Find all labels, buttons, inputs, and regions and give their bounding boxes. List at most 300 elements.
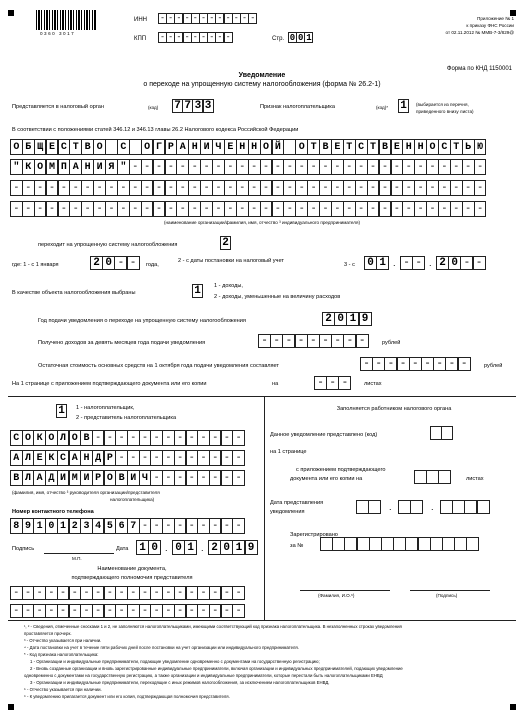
char-cell[interactable]: 1 xyxy=(57,518,70,534)
char-cell[interactable] xyxy=(414,201,427,217)
char-cell[interactable] xyxy=(22,604,35,618)
char-cell[interactable] xyxy=(105,180,118,196)
char-cell[interactable] xyxy=(326,376,339,390)
char-cell[interactable]: 1 xyxy=(184,540,197,555)
char-cell[interactable]: И xyxy=(200,139,213,155)
char-cell[interactable] xyxy=(69,604,82,618)
char-cell[interactable] xyxy=(414,180,427,196)
char-cell[interactable] xyxy=(355,159,368,175)
char-cell[interactable]: 0 xyxy=(220,540,233,555)
char-cell[interactable] xyxy=(355,201,368,217)
char-cell[interactable]: Н xyxy=(402,139,415,155)
char-cell[interactable] xyxy=(357,537,370,551)
object-value-cell[interactable] xyxy=(192,284,203,298)
char-cell[interactable]: В xyxy=(379,139,392,155)
char-cell[interactable] xyxy=(307,334,320,348)
char-cell[interactable] xyxy=(129,201,142,217)
char-cell[interactable] xyxy=(414,159,427,175)
char-cell[interactable] xyxy=(150,450,163,466)
char-cell[interactable] xyxy=(22,201,35,217)
char-cell[interactable] xyxy=(150,518,163,534)
char-cell[interactable] xyxy=(360,357,373,371)
char-cell[interactable] xyxy=(474,159,487,175)
char-cell[interactable]: О xyxy=(22,430,35,446)
char-cell[interactable]: 0 xyxy=(102,256,115,270)
char-cell[interactable] xyxy=(283,180,296,196)
char-cell[interactable]: 4 xyxy=(92,518,105,534)
char-cell[interactable] xyxy=(355,180,368,196)
char-cell[interactable] xyxy=(442,537,455,551)
char-cell[interactable] xyxy=(129,180,142,196)
char-cell[interactable] xyxy=(69,180,82,196)
char-cell[interactable]: Н xyxy=(188,139,201,155)
signature-line[interactable] xyxy=(44,553,114,554)
char-cell[interactable] xyxy=(343,201,356,217)
char-cell[interactable] xyxy=(176,159,189,175)
char-cell[interactable] xyxy=(430,537,443,551)
char-cell[interactable]: 6 xyxy=(115,518,128,534)
char-cell[interactable] xyxy=(307,159,320,175)
date-month-cells[interactable] xyxy=(172,540,197,555)
char-cell[interactable] xyxy=(81,201,94,217)
char-cell[interactable] xyxy=(174,450,187,466)
char-cell[interactable]: Й xyxy=(272,139,285,155)
char-cell[interactable] xyxy=(248,159,261,175)
char-cell[interactable] xyxy=(197,450,210,466)
char-cell[interactable]: С xyxy=(57,450,70,466)
char-cell[interactable]: 9 xyxy=(245,540,258,555)
char-cell[interactable] xyxy=(186,604,199,618)
char-cell[interactable] xyxy=(153,159,166,175)
char-cell[interactable] xyxy=(92,604,105,618)
org-name-row-1[interactable] xyxy=(10,139,486,155)
char-cell[interactable] xyxy=(162,430,175,446)
char-cell[interactable] xyxy=(272,201,285,217)
char-cell[interactable]: А xyxy=(176,139,189,155)
char-cell[interactable]: О xyxy=(34,159,47,175)
char-cell[interactable]: Ч xyxy=(212,139,225,155)
char-cell[interactable] xyxy=(45,586,58,600)
char-cell[interactable]: 1 xyxy=(346,312,359,326)
char-cell[interactable]: С xyxy=(58,139,71,155)
char-cell[interactable]: Л xyxy=(22,470,35,486)
char-cell[interactable] xyxy=(22,586,35,600)
char-cell[interactable]: Е xyxy=(224,139,237,155)
char-cell[interactable] xyxy=(438,470,451,484)
char-cell[interactable]: С xyxy=(355,139,368,155)
char-cell[interactable] xyxy=(356,500,369,514)
char-cell[interactable] xyxy=(466,537,479,551)
char-cell[interactable] xyxy=(462,159,475,175)
char-cell[interactable] xyxy=(165,201,178,217)
char-cell[interactable]: Ю xyxy=(474,139,487,155)
char-cell[interactable] xyxy=(57,604,70,618)
char-cell[interactable]: 0 xyxy=(148,540,161,555)
char-cell[interactable] xyxy=(127,604,140,618)
char-cell[interactable] xyxy=(139,586,152,600)
char-cell[interactable] xyxy=(104,430,117,446)
char-cell[interactable]: 0 xyxy=(172,540,185,555)
char-cell[interactable]: Н xyxy=(80,450,93,466)
char-cell[interactable] xyxy=(343,180,356,196)
char-cell[interactable] xyxy=(462,180,475,196)
sign-line[interactable] xyxy=(410,590,490,591)
char-cell[interactable] xyxy=(104,586,117,600)
char-cell[interactable] xyxy=(186,430,199,446)
char-cell[interactable]: С xyxy=(10,430,23,446)
char-cell[interactable] xyxy=(117,201,130,217)
char-cell[interactable] xyxy=(379,201,392,217)
char-cell[interactable] xyxy=(410,500,423,514)
char-cell[interactable] xyxy=(200,159,213,175)
char-cell[interactable]: 3 xyxy=(203,99,214,113)
char-cell[interactable]: 1 xyxy=(192,284,203,298)
char-cell[interactable] xyxy=(141,159,154,175)
char-cell[interactable]: " xyxy=(10,159,23,175)
char-cell[interactable]: О xyxy=(104,470,117,486)
phone-cells[interactable] xyxy=(10,518,245,534)
char-cell[interactable] xyxy=(452,500,465,514)
char-cell[interactable] xyxy=(319,159,332,175)
char-cell[interactable] xyxy=(34,180,47,196)
char-cell[interactable]: 2 xyxy=(220,236,231,250)
char-cell[interactable] xyxy=(232,450,245,466)
char-cell[interactable]: Г xyxy=(153,139,166,155)
char-cell[interactable]: О xyxy=(141,139,154,155)
income-cells[interactable] xyxy=(258,334,369,348)
char-cell[interactable]: 0 xyxy=(289,32,296,43)
char-cell[interactable]: 0 xyxy=(45,518,58,534)
registration-number-cells[interactable] xyxy=(320,537,479,551)
org-name-row-2[interactable] xyxy=(10,159,486,175)
char-cell[interactable] xyxy=(165,180,178,196)
char-cell[interactable] xyxy=(283,139,296,155)
char-cell[interactable] xyxy=(391,159,404,175)
char-cell[interactable] xyxy=(186,586,199,600)
transition-value-cell[interactable] xyxy=(220,236,231,250)
char-cell[interactable]: 2 xyxy=(69,518,82,534)
char-cell[interactable] xyxy=(209,450,222,466)
transition-year-cells-opt3[interactable] xyxy=(436,256,486,270)
char-cell[interactable] xyxy=(283,159,296,175)
char-cell[interactable] xyxy=(232,586,245,600)
char-cell[interactable] xyxy=(458,357,471,371)
char-cell[interactable] xyxy=(379,159,392,175)
char-cell[interactable] xyxy=(398,500,411,514)
char-cell[interactable] xyxy=(34,201,47,217)
presented-date-year-cells[interactable] xyxy=(440,500,490,514)
first-name-cells[interactable] xyxy=(10,450,245,466)
char-cell[interactable]: 2 xyxy=(322,312,335,326)
char-cell[interactable]: К xyxy=(45,450,58,466)
char-cell[interactable]: О xyxy=(295,139,308,155)
char-cell[interactable] xyxy=(438,159,451,175)
char-cell[interactable] xyxy=(188,201,201,217)
doc-name-row-2[interactable] xyxy=(10,604,245,618)
char-cell[interactable] xyxy=(282,334,295,348)
char-cell[interactable]: 1 xyxy=(398,99,409,113)
char-cell[interactable] xyxy=(236,201,249,217)
char-cell[interactable] xyxy=(162,470,175,486)
char-cell[interactable] xyxy=(473,256,486,270)
char-cell[interactable]: 7 xyxy=(182,99,193,113)
char-cell[interactable] xyxy=(319,180,332,196)
char-cell[interactable]: 2 xyxy=(208,540,221,555)
char-cell[interactable]: И xyxy=(80,470,93,486)
char-cell[interactable] xyxy=(92,586,105,600)
char-cell[interactable] xyxy=(454,537,467,551)
char-cell[interactable]: Е xyxy=(46,139,59,155)
char-cell[interactable] xyxy=(93,201,106,217)
char-cell[interactable] xyxy=(272,180,285,196)
char-cell[interactable] xyxy=(450,180,463,196)
char-cell[interactable] xyxy=(283,201,296,217)
char-cell[interactable] xyxy=(104,604,117,618)
char-cell[interactable]: Я xyxy=(105,159,118,175)
char-cell[interactable]: Р xyxy=(104,450,117,466)
char-cell[interactable]: О xyxy=(426,139,439,155)
char-cell[interactable] xyxy=(331,334,344,348)
char-cell[interactable] xyxy=(150,586,163,600)
char-cell[interactable] xyxy=(426,159,439,175)
char-cell[interactable] xyxy=(248,180,261,196)
char-cell[interactable] xyxy=(295,180,308,196)
char-cell[interactable] xyxy=(197,604,210,618)
char-cell[interactable] xyxy=(150,430,163,446)
transition-month-cells[interactable] xyxy=(400,256,425,270)
char-cell[interactable] xyxy=(426,470,439,484)
char-cell[interactable] xyxy=(343,159,356,175)
char-cell[interactable]: П xyxy=(58,159,71,175)
char-cell[interactable] xyxy=(258,334,271,348)
char-cell[interactable]: К xyxy=(33,430,46,446)
char-cell[interactable]: А xyxy=(10,450,23,466)
char-cell[interactable]: В xyxy=(80,430,93,446)
char-cell[interactable]: О xyxy=(260,139,273,155)
char-cell[interactable]: И xyxy=(93,159,106,175)
kpp-cells[interactable] xyxy=(158,32,233,43)
char-cell[interactable] xyxy=(248,13,257,24)
char-cell[interactable]: 2 xyxy=(90,256,103,270)
char-cell[interactable] xyxy=(105,139,118,155)
char-cell[interactable]: Л xyxy=(22,450,35,466)
char-cell[interactable] xyxy=(69,586,82,600)
char-cell[interactable]: 9 xyxy=(359,312,372,326)
char-cell[interactable] xyxy=(10,180,23,196)
char-cell[interactable] xyxy=(438,180,451,196)
char-cell[interactable]: Е xyxy=(331,139,344,155)
char-cell[interactable]: О xyxy=(69,430,82,446)
char-cell[interactable] xyxy=(433,357,446,371)
char-cell[interactable] xyxy=(165,159,178,175)
presented-date-day-cells[interactable] xyxy=(356,500,381,514)
char-cell[interactable]: Ч xyxy=(139,470,152,486)
char-cell[interactable] xyxy=(477,500,490,514)
char-cell[interactable] xyxy=(141,180,154,196)
char-cell[interactable]: Д xyxy=(45,470,58,486)
char-cell[interactable] xyxy=(393,537,406,551)
char-cell[interactable] xyxy=(381,537,394,551)
char-cell[interactable] xyxy=(188,159,201,175)
char-cell[interactable] xyxy=(150,470,163,486)
char-cell[interactable] xyxy=(58,201,71,217)
char-cell[interactable]: Ь xyxy=(462,139,475,155)
char-cell[interactable] xyxy=(209,470,222,486)
char-cell[interactable]: В xyxy=(319,139,332,155)
char-cell[interactable] xyxy=(221,604,234,618)
char-cell[interactable] xyxy=(33,604,46,618)
char-cell[interactable] xyxy=(212,180,225,196)
char-cell[interactable] xyxy=(319,334,332,348)
char-cell[interactable] xyxy=(10,586,23,600)
char-cell[interactable] xyxy=(332,537,345,551)
char-cell[interactable] xyxy=(402,201,415,217)
char-cell[interactable] xyxy=(105,201,118,217)
char-cell[interactable] xyxy=(232,430,245,446)
char-cell[interactable] xyxy=(197,586,210,600)
char-cell[interactable] xyxy=(295,159,308,175)
char-cell[interactable] xyxy=(474,180,487,196)
char-cell[interactable] xyxy=(372,357,385,371)
char-cell[interactable]: Т xyxy=(450,139,463,155)
char-cell[interactable]: А xyxy=(69,159,82,175)
char-cell[interactable] xyxy=(426,180,439,196)
char-cell[interactable] xyxy=(369,537,382,551)
last-name-cells[interactable] xyxy=(10,430,245,446)
char-cell[interactable] xyxy=(127,256,140,270)
char-cell[interactable] xyxy=(319,201,332,217)
char-cell[interactable]: М xyxy=(46,159,59,175)
char-cell[interactable] xyxy=(141,201,154,217)
char-cell[interactable] xyxy=(464,500,477,514)
char-cell[interactable]: Р xyxy=(92,470,105,486)
char-cell[interactable] xyxy=(367,180,380,196)
char-cell[interactable] xyxy=(46,180,59,196)
char-cell[interactable]: М xyxy=(69,470,82,486)
char-cell[interactable] xyxy=(450,201,463,217)
char-cell[interactable]: Л xyxy=(57,430,70,446)
char-cell[interactable] xyxy=(260,180,273,196)
char-cell[interactable] xyxy=(221,470,234,486)
char-cell[interactable]: Б xyxy=(22,139,35,155)
char-cell[interactable]: Н xyxy=(248,139,261,155)
char-cell[interactable] xyxy=(186,470,199,486)
char-cell[interactable] xyxy=(174,586,187,600)
char-cell[interactable] xyxy=(405,537,418,551)
char-cell[interactable] xyxy=(188,180,201,196)
signer-value-cell[interactable] xyxy=(56,404,67,418)
char-cell[interactable] xyxy=(81,180,94,196)
char-cell[interactable]: 0 xyxy=(334,312,347,326)
char-cell[interactable] xyxy=(450,159,463,175)
char-cell[interactable] xyxy=(438,201,451,217)
presented-date-month-cells[interactable] xyxy=(398,500,423,514)
char-cell[interactable] xyxy=(174,470,187,486)
char-cell[interactable] xyxy=(174,518,187,534)
patronymic-cells[interactable] xyxy=(10,470,245,486)
char-cell[interactable] xyxy=(441,426,453,440)
char-cell[interactable] xyxy=(236,159,249,175)
char-cell[interactable]: " xyxy=(117,159,130,175)
char-cell[interactable] xyxy=(320,537,333,551)
char-cell[interactable]: 9 xyxy=(22,518,35,534)
char-cell[interactable] xyxy=(209,586,222,600)
filing-year-cells[interactable] xyxy=(322,312,372,326)
char-cell[interactable] xyxy=(127,430,140,446)
char-cell[interactable] xyxy=(212,201,225,217)
char-cell[interactable] xyxy=(200,180,213,196)
char-cell[interactable]: 0 xyxy=(364,256,377,270)
char-cell[interactable] xyxy=(117,180,130,196)
char-cell[interactable] xyxy=(402,180,415,196)
char-cell[interactable] xyxy=(331,201,344,217)
char-cell[interactable]: 8 xyxy=(10,518,23,534)
char-cell[interactable]: 1 xyxy=(306,32,312,43)
char-cell[interactable]: 1 xyxy=(56,404,67,418)
char-cell[interactable]: В xyxy=(10,470,23,486)
char-cell[interactable] xyxy=(10,604,23,618)
char-cell[interactable] xyxy=(69,201,82,217)
char-cell[interactable] xyxy=(430,426,442,440)
char-cell[interactable] xyxy=(10,201,23,217)
char-cell[interactable] xyxy=(45,604,58,618)
char-cell[interactable] xyxy=(162,586,175,600)
char-cell[interactable] xyxy=(224,159,237,175)
char-cell[interactable] xyxy=(295,201,308,217)
char-cell[interactable] xyxy=(129,139,142,155)
transition-year-cells[interactable] xyxy=(90,256,140,270)
char-cell[interactable] xyxy=(139,604,152,618)
char-cell[interactable] xyxy=(314,376,327,390)
char-cell[interactable] xyxy=(331,180,344,196)
char-cell[interactable]: И xyxy=(57,470,70,486)
char-cell[interactable] xyxy=(391,201,404,217)
char-cell[interactable]: 7 xyxy=(127,518,140,534)
char-cell[interactable] xyxy=(197,470,210,486)
char-cell[interactable] xyxy=(200,201,213,217)
char-cell[interactable] xyxy=(93,180,106,196)
char-cell[interactable] xyxy=(224,201,237,217)
char-cell[interactable] xyxy=(153,201,166,217)
char-cell[interactable]: А xyxy=(69,450,82,466)
char-cell[interactable] xyxy=(129,159,142,175)
char-cell[interactable] xyxy=(115,450,128,466)
char-cell[interactable] xyxy=(221,586,234,600)
char-cell[interactable] xyxy=(400,256,413,270)
char-cell[interactable] xyxy=(224,32,233,43)
char-cell[interactable] xyxy=(221,518,234,534)
char-cell[interactable] xyxy=(307,201,320,217)
char-cell[interactable] xyxy=(391,180,404,196)
with-doc-sheets-cells[interactable] xyxy=(414,470,451,484)
org-name-row-4[interactable] xyxy=(10,201,486,217)
char-cell[interactable] xyxy=(221,450,234,466)
char-cell[interactable] xyxy=(221,430,234,446)
char-cell[interactable] xyxy=(384,357,397,371)
char-cell[interactable] xyxy=(232,470,245,486)
char-cell[interactable]: Т xyxy=(343,139,356,155)
residual-cells[interactable] xyxy=(360,357,471,371)
char-cell[interactable]: И xyxy=(127,470,140,486)
char-cell[interactable] xyxy=(460,256,473,270)
transition-day-cells[interactable] xyxy=(364,256,389,270)
char-cell[interactable] xyxy=(343,334,356,348)
char-cell[interactable]: О xyxy=(45,430,58,446)
char-cell[interactable]: 7 xyxy=(172,99,183,113)
char-cell[interactable] xyxy=(92,430,105,446)
char-cell[interactable] xyxy=(174,430,187,446)
char-cell[interactable]: 3 xyxy=(192,99,203,113)
